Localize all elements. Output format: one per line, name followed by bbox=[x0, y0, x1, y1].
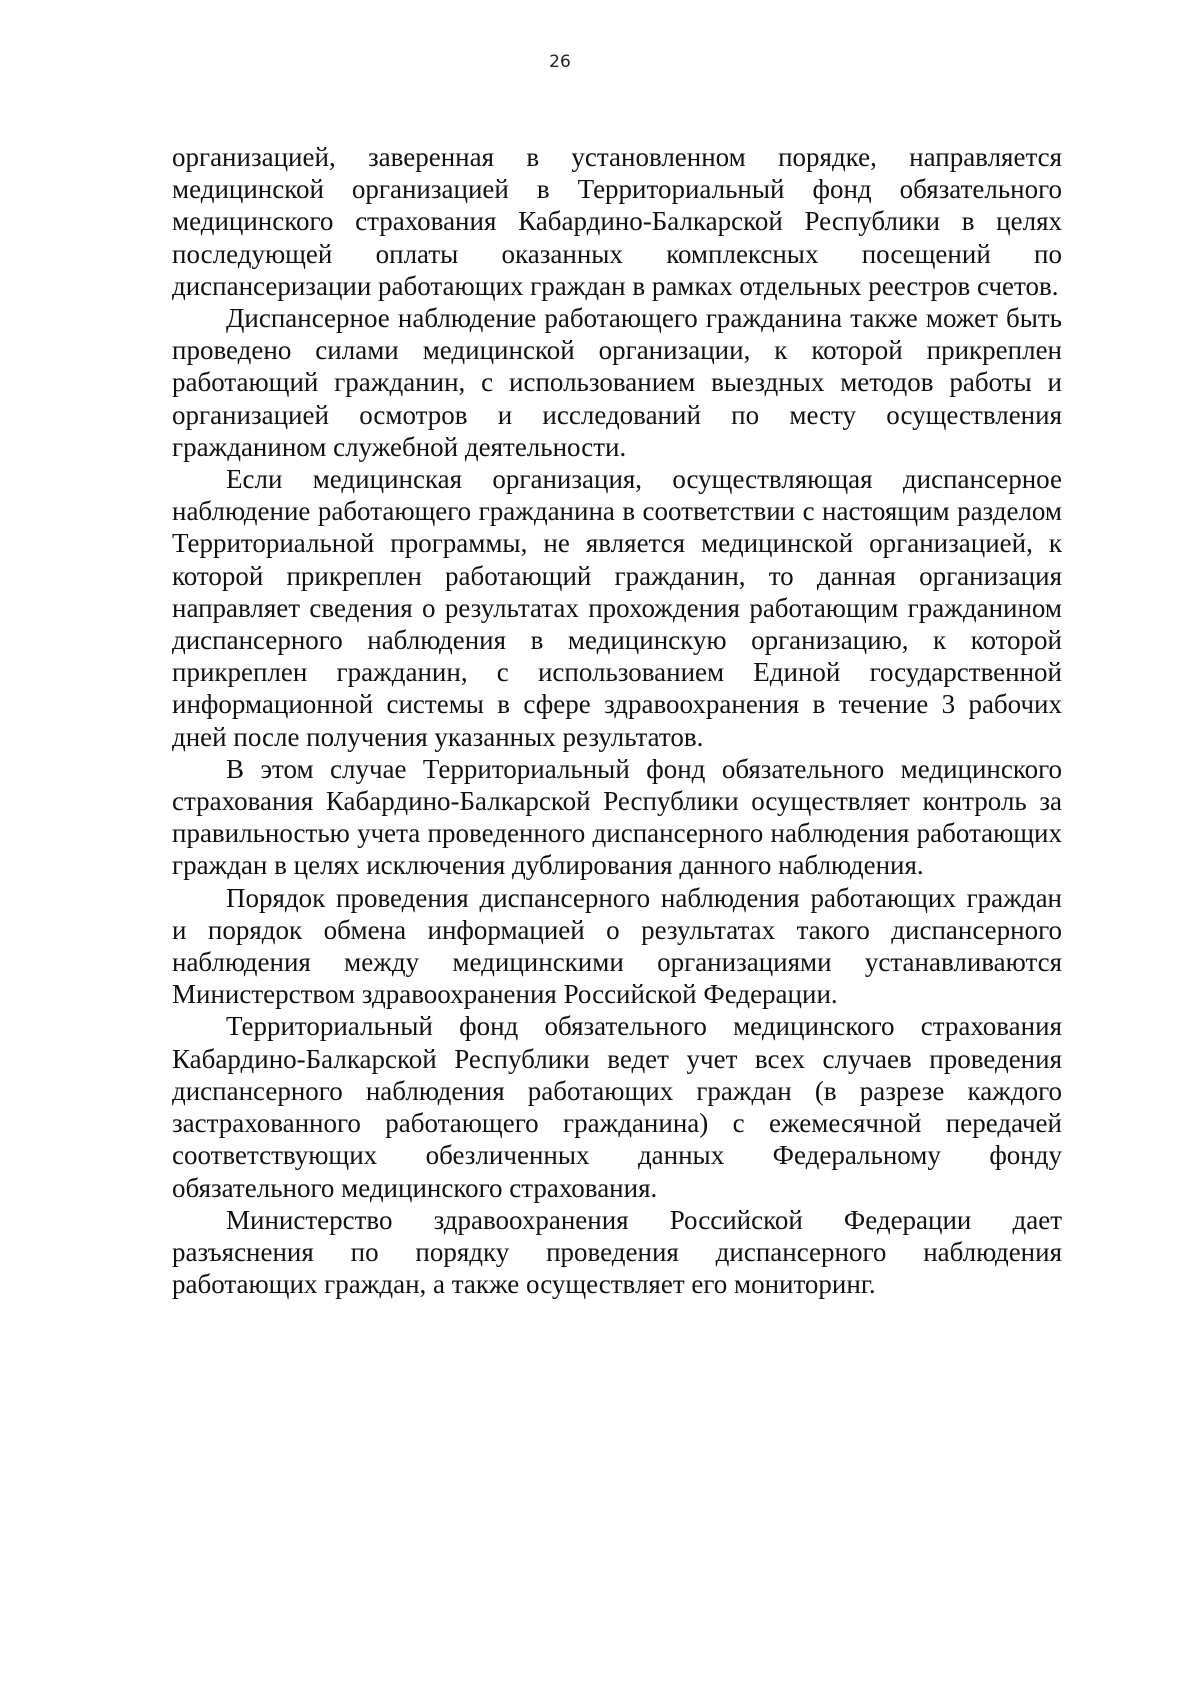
page-number: 26 bbox=[549, 52, 571, 72]
paragraph-ministry-clarifications: Министерство здравоохранения Российской Федерации дает разъяснения по порядку проведения диспансерного наблюдения работающих граждан, а также осуществляет его мониторинг. bbox=[172, 1204, 1062, 1300]
paragraph-medical-organization-reporting: Если медицинская организация, осуществляющая диспансерное наблюдение работающего гражданина в соответствии с настоящим разделом Территориальной программы, не является медицинской организацией, к которой прикреплен работающий гражданин, то данная организация направляет сведения о результатах прохождения работающим гражданином диспансерного наблюдения в медицинскую организацию, к которой прикреплен гражданин, с использованием Единой государственной информационной системы в сфере здравоохранения в течение 3 рабочих дней после получения указанных результатов. bbox=[172, 464, 1062, 752]
document-body bbox=[172, 141, 1062, 1300]
paragraph-fund-accounting: Территориальный фонд обязательного медицинского страхования Кабардино-Балкарской Республики ведет учет всех случаев проведения диспансерного наблюдения работающих граждан (в разрезе каждого застрахованного работающего гражданина) с ежемесячной передачей соответствующих обезличенных данных Федеральному фонду обязательного медицинского страхования. bbox=[172, 1011, 1062, 1203]
paragraph-dispensary-observation: Диспансерное наблюдение работающего гражданина также может быть проведено силами медицинской организации, к которой прикреплен работающий гражданин, с использованием выездных методов работы и организацией осмотров и исследований по месту осуществления гражданином служебной деятельности. bbox=[172, 303, 1062, 462]
paragraph-fund-control: В этом случае Территориальный фонд обязательного медицинского страхования Кабардино-Балкарской Республики осуществляет контроль за правильностью учета проведенного диспансерного наблюдения работающих граждан в целях исключения дублирования данного наблюдения. bbox=[172, 753, 1062, 881]
paragraph-procedure: Порядок проведения диспансерного наблюдения работающих граждан и порядок обмена информацией о результатах такого диспансерного наблюдения между медицинскими организациями устанавливаются Министерством здравоохранения Российской Федерации. bbox=[172, 882, 1062, 1010]
paragraph-continuation: организацией, заверенная в установленном порядке, направляется медицинской организацией в Территориальный фонд обязательного медицинского страхования Кабардино-Балкарской Республики в целях последующей оплаты оказанных комплексных посещений по диспансеризации работающих граждан в рамках отдельных реестров счетов. bbox=[172, 142, 1062, 301]
